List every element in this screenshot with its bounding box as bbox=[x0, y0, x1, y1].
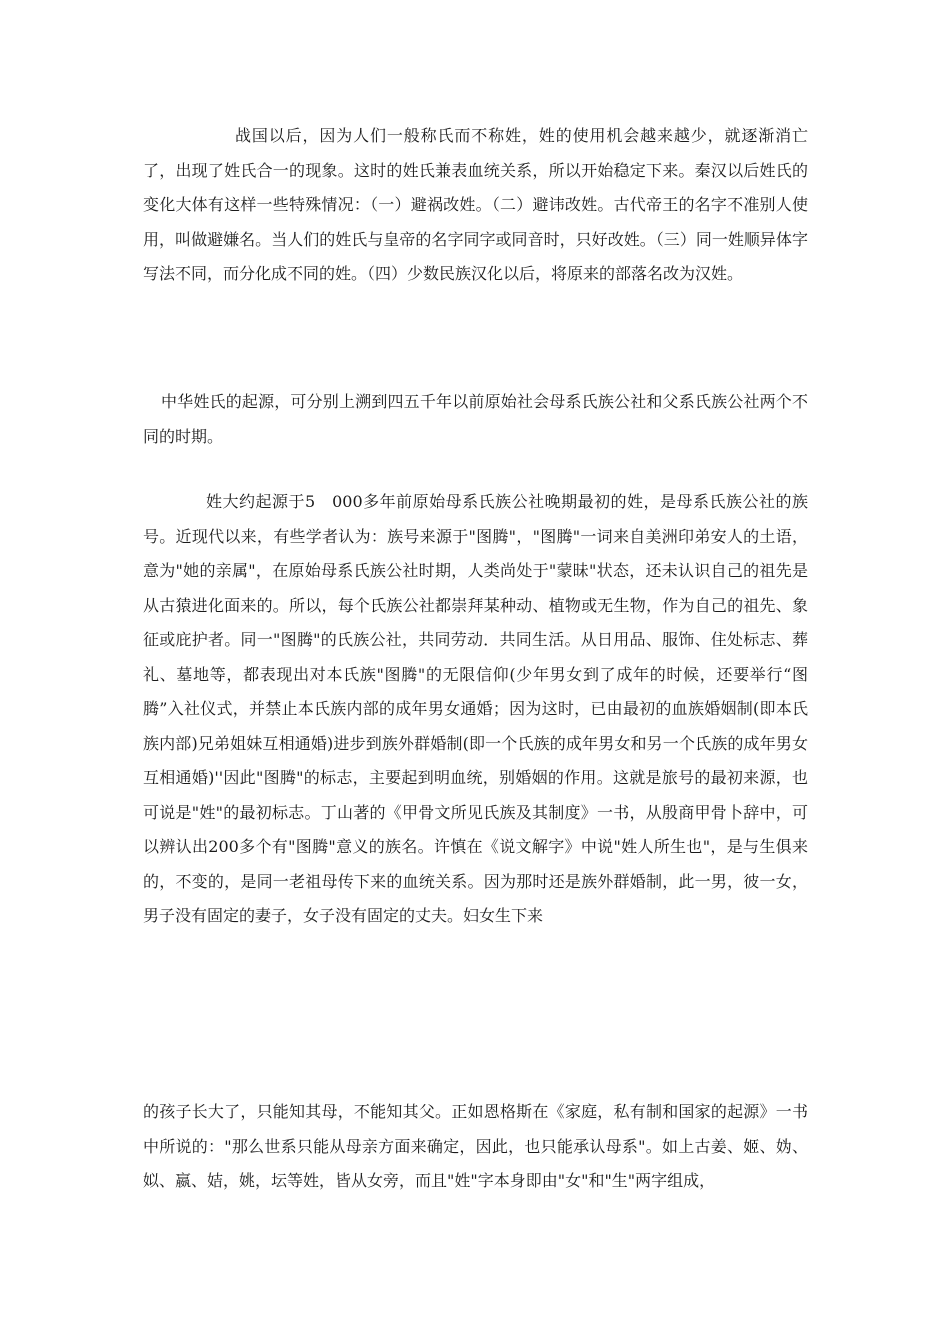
paragraph-surname-origin-periods: 中华姓氏的起源，可分别上溯到四五千年以前原始社会母系氏族公社和父系氏族公社两个不同的时期。 bbox=[143, 392, 808, 446]
paragraph-matrilineal: 的孩子长大了，只能知其母，不能知其父。正如恩格斯在《家庭，私有制和国家的起源》一书中所说的："那么世系只能从母亲方面来确定，因此，也只能承认母系"。如上古姜、姬、妫、姒、嬴、姞，姚，坛等姓，皆从女旁，而且"姓"字本身即由"女"和"生"两字组成， bbox=[143, 1102, 808, 1190]
paragraph-surname-merge: 战国以后，因为人们一般称氏而不称姓，姓的使用机会越来越少，就逐渐消亡了，出现了姓氏合一的现象。这时的姓氏兼表血统关系，所以开始稳定下来。秦汉以后姓氏的变化大体有这样一些特殊情况：（一）避祸改姓。（二）避讳改姓。古代帝王的名字不准别人使用，叫做避嫌名。当人们的姓氏与皇帝的名字同字或同音时，只好改姓。（三）同一姓顺异体字写法不同，而分化成不同的姓。（四）少数民族汉化以后，将原来的部落名改为汉姓。 bbox=[143, 126, 808, 283]
paragraph-totem-origin: 姓大约起源于5 000多年前原始母系氏族公社晚期最初的姓，是母系氏族公社的族号。近现代以来，有些学者认为：族号来源于"图腾"，"图腾"一词来自美洲印弟安人的土语，意为"她的亲属"，在原始母系氏族公社时期，人类尚处于"蒙昧"状态，还未认识自己的祖先是从古猿进化面来的。所以，每个氏族公社都崇拜某种动、植物或无生物，作为自己的祖先、象征或庇护者。同一"图腾"的氏族公社，共同劳动．共同生活。从日用品、服饰、住处标志、葬礼、墓地等，都表现出对本氏族"图腾"的无限信仰(少年男女到了成年的时候，还要举行“图腾”入社仪式，并禁止本氏族内部的成年男女通婚；因为这时，已由最初的血族婚姻制(即本氏族内部)兄弟姐妹互相通婚)进步到族外群婚制(即一个氏族的成年男女和另一个氏族的成年男女互相通婚)''因此"图腾"的标志，主要起到明血统，别婚姻的作用。这就是旅号的最初来源，也可说是"姓"的最初标志。丁山著的《甲骨文所见氏族及其制度》一书，从殷商甲骨卜辞中，可以辨认出200多个有"图腾"意义的族名。许慎在《说文解字》中说"姓人所生也"，是与生俱来的，不变的，是同一老祖母传下来的血统关系。因为那时还是族外群婚制，此一男，彼一女，男子没有固定的妻子，女子没有固定的丈夫。妇女生下来 bbox=[143, 492, 808, 925]
